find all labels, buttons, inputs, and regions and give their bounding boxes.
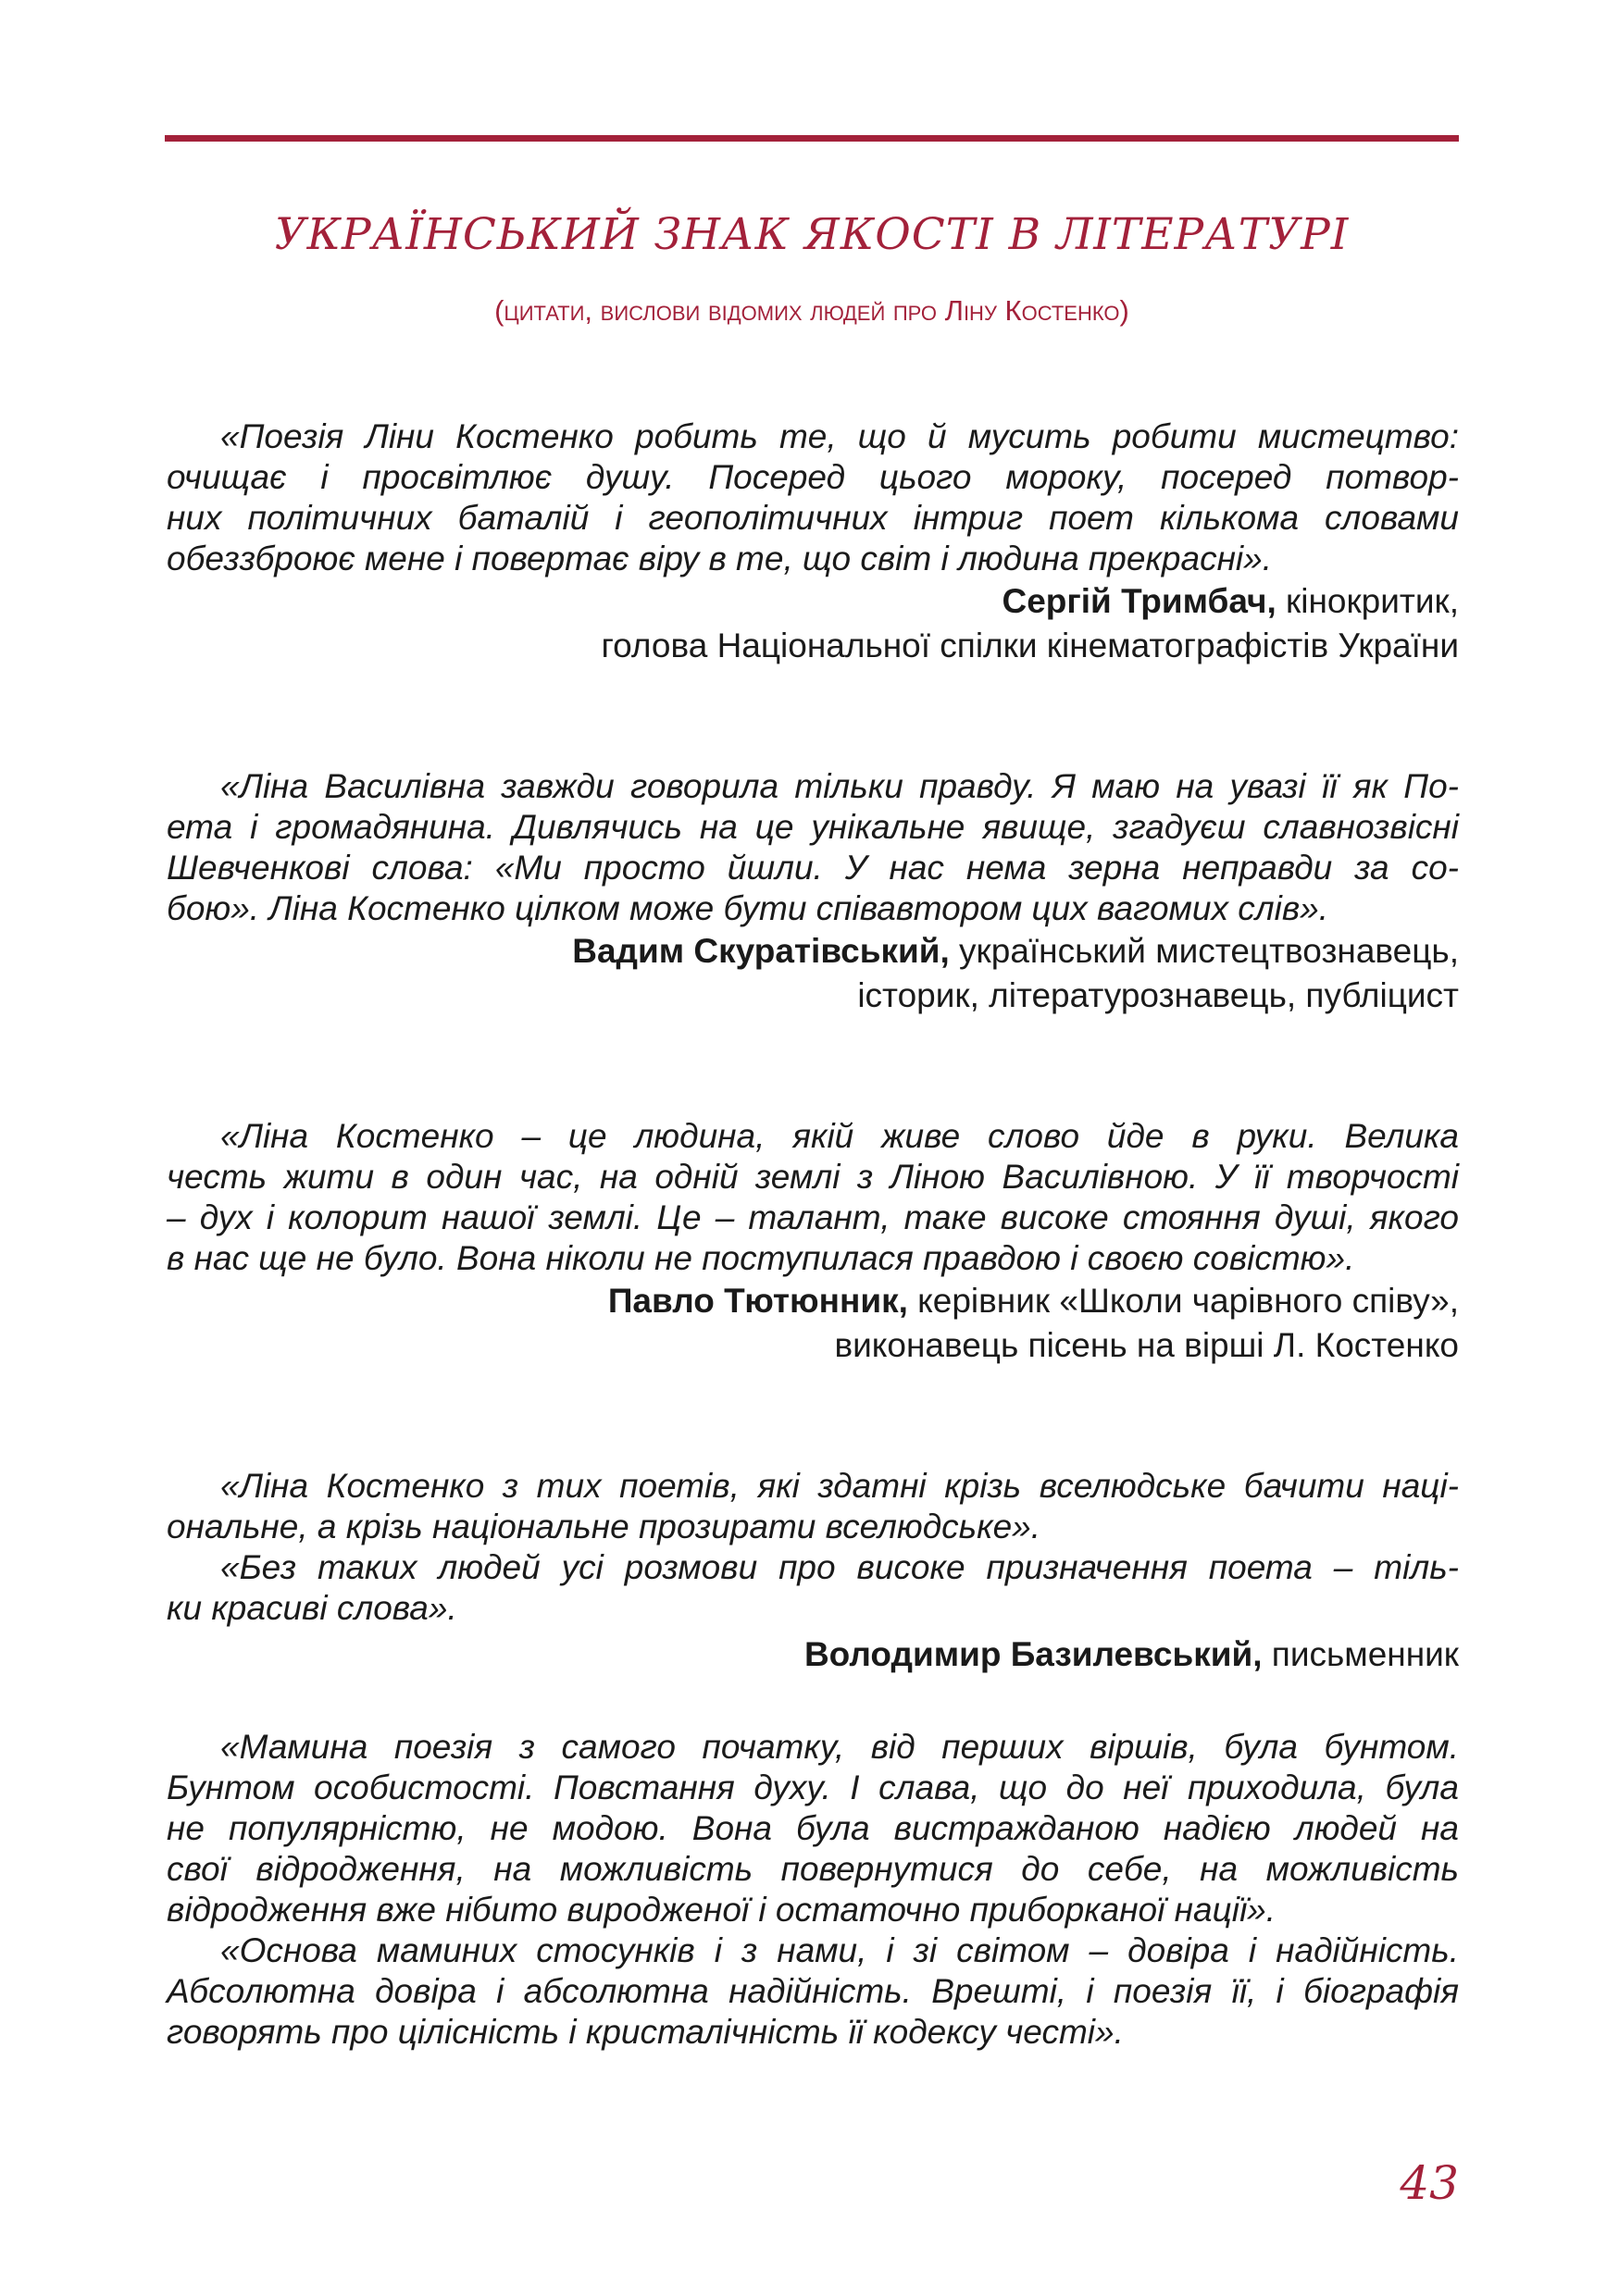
quote-line: «Ліна Костенко з тих поетів, які здатні крізь вселюдське бачити наці-	[220, 1467, 1459, 1505]
quote-line: «Ліна Василівна завжди говорила тільки правду. Я маю на увазі її як По-	[220, 767, 1459, 805]
page-title: УКРАЇНСЬКИЙ ЗНАК ЯКОСТІ В ЛІТЕРАТУРІ	[274, 209, 1350, 260]
quote-block-4	[167, 1466, 1459, 1677]
quote-text	[167, 766, 1459, 929]
quote-text	[167, 416, 1459, 579]
page-number: 43	[1400, 2156, 1459, 2210]
quote-text	[167, 1116, 1459, 1279]
quote-line: «Основа маминих стосунків і з нами, і зі світом – довіра і надійність.	[220, 1931, 1459, 1969]
quote-attribution	[167, 974, 1459, 1018]
quote-line: відродження вже нібито виродженої і остаточно приборканої нації».	[167, 1891, 1277, 1929]
quote-line: не популярністю, не модою. Вона була вистражданою надією людей на	[167, 1809, 1459, 1847]
quote-attribution	[167, 1323, 1459, 1368]
quote-attribution	[167, 579, 1459, 624]
quote-attribution	[167, 1632, 1459, 1677]
quote-text	[167, 1466, 1459, 1629]
quote-line: честь жити в один час, на одній землі з Ліною Василівною. У її творчості	[167, 1158, 1459, 1196]
quote-attribution	[167, 624, 1459, 668]
quote-line: «Ліна Костенко – це людина, якій живе слово йде в руки. Велика	[220, 1117, 1459, 1155]
quote-line: Бунтом особистості. Повстання духу. І слава, що до неї приходила, була	[167, 1769, 1459, 1806]
quote-line: бою». Ліна Костенко цілком може бути співавтором цих вагомих слів».	[167, 889, 1329, 927]
quote-line: обеззброює мене і повертає віру в те, що світ і людина прекрасні».	[167, 540, 1273, 577]
quote-line: «Поезія Ліни Костенко робить те, що й мусить робити мистецтво:	[220, 417, 1459, 455]
quote-line: «Мамина поезія з самого початку, від перших віршів, була бунтом.	[220, 1728, 1459, 1766]
quote-line: ета і громадянина. Дивлячись на це унікальне явище, згадуєш славнозвісні	[167, 808, 1459, 846]
quote-line: Абсолютна довіра і абсолютна надійність. Врешті, і поезія її, і біографія	[167, 1972, 1459, 2010]
quote-line: очищає і просвітлює душу. Посеред цього мороку, посеред потвор-	[167, 458, 1459, 496]
author-role: виконавець пісень на вірші Л. Костенко	[834, 1326, 1459, 1364]
author-name: Павло Тютюнник,	[607, 1282, 908, 1320]
quote-attribution	[167, 929, 1459, 974]
author-role: голова Національної спілки кінематографістів України	[601, 627, 1459, 664]
author-role: письменник	[1262, 1635, 1459, 1673]
quote-line: – дух і колорит нашої землі. Це – талант, таке високе стояння душі, якого	[167, 1198, 1459, 1236]
author-role: керівник «Школи чарівного співу»,	[907, 1282, 1459, 1320]
quote-line: свої відродження, на можливість повернутися до себе, на можливість	[167, 1850, 1459, 1888]
quote-line: ки красиві слова».	[167, 1589, 457, 1627]
author-role: український мистецтвознавець,	[949, 932, 1459, 970]
quote-block-2	[167, 766, 1459, 1018]
quote-text	[167, 1727, 1459, 2053]
quote-line: них політичних баталій і геополітичних інтриг поет кількома словами	[167, 499, 1459, 537]
page-subtitle: (цитати, вислови відомих людей про Ліну Костенко)	[494, 294, 1129, 327]
quote-line: Шевченкові слова: «Ми просто йшли. У нас нема зерна неправди за со-	[167, 849, 1459, 887]
author-role: кінокритик,	[1276, 582, 1459, 620]
quote-block-1	[167, 416, 1459, 668]
author-name: Володимир Базилевський,	[803, 1635, 1263, 1673]
quote-line: в нас ще не було. Вона ніколи не поступилася правдою і своєю совістю».	[167, 1239, 1355, 1277]
quote-attribution	[167, 1279, 1459, 1323]
quote-block-5	[167, 1727, 1459, 2053]
quote-block-3	[167, 1116, 1459, 1368]
top-rule	[165, 135, 1459, 142]
author-name: Сергій Тримбач,	[1002, 582, 1277, 620]
author-role: історик, літературознавець, публіцист	[857, 976, 1459, 1014]
quote-line: говорять про цілісність і кристалічність її кодексу честі».	[167, 2013, 1124, 2051]
quote-line: ональне, а крізь національне прозирати вселюдське».	[167, 1508, 1041, 1545]
quote-line: «Без таких людей усі розмови про високе призначення поета – тіль-	[220, 1548, 1459, 1586]
author-name: Вадим Скуратівський,	[572, 932, 950, 970]
